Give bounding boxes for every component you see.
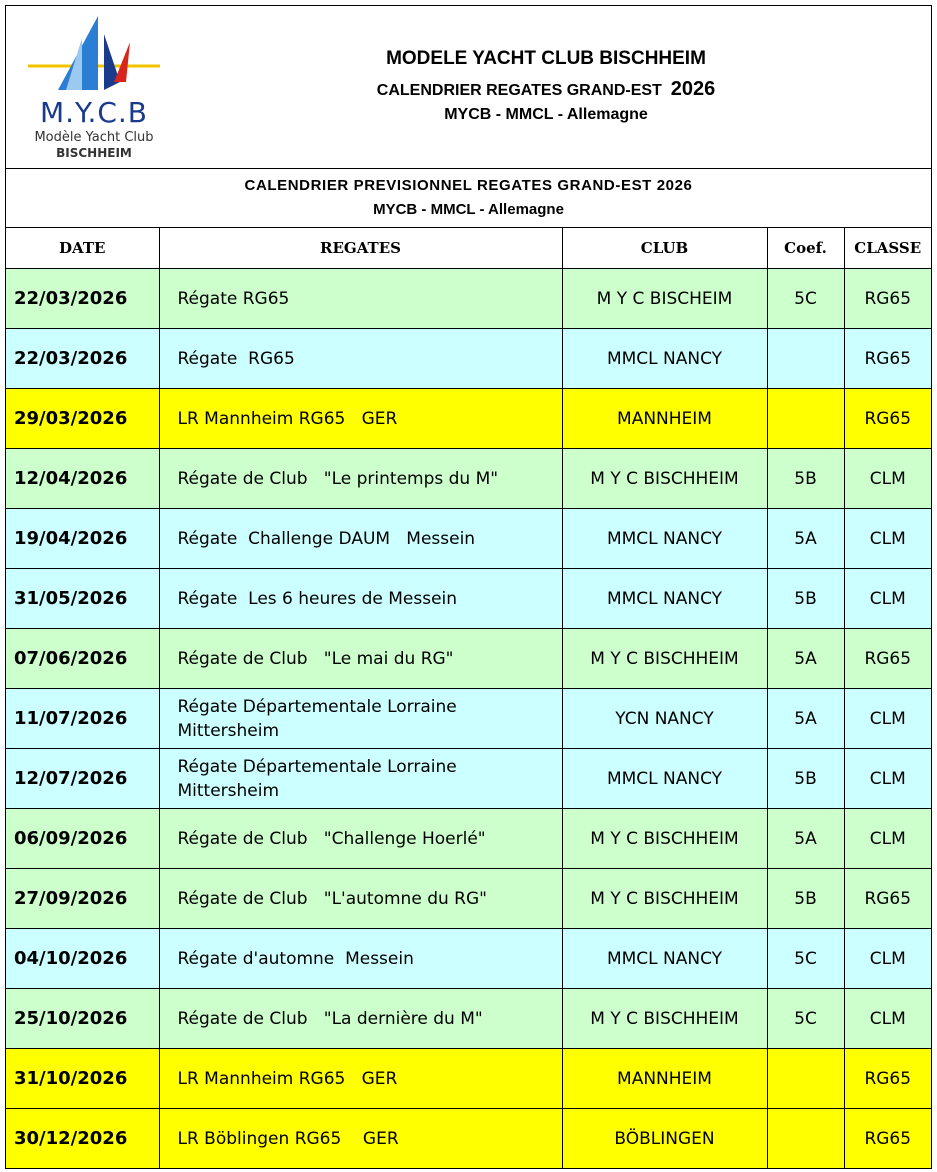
cell-classe: CLM (844, 509, 931, 569)
cell-date: 29/03/2026 (6, 389, 159, 449)
cell-regate: LR Böblingen RG65 GER (159, 1109, 562, 1169)
col-club: CLUB (562, 228, 767, 269)
cell-club: BÖBLINGEN (562, 1109, 767, 1169)
cell-coef: 5A (767, 689, 844, 749)
cell-classe: CLM (844, 929, 931, 989)
cell-club: M Y C BISCHHEIM (562, 989, 767, 1049)
cell-date: 11/07/2026 (6, 689, 159, 749)
table-row (6, 329, 931, 389)
cell-classe: RG65 (844, 1109, 931, 1169)
cell-regate: LR Mannheim RG65 GER (159, 1049, 562, 1109)
cell-date: 12/07/2026 (6, 749, 159, 809)
subtitle-text: CALENDRIER REGATES GRAND-EST (376, 82, 662, 99)
table-row (6, 869, 931, 929)
col-classe: CLASSE (844, 228, 931, 269)
table-row (6, 569, 931, 629)
cell-classe: RG65 (844, 389, 931, 449)
cell-date: 04/10/2026 (6, 929, 159, 989)
cell-club: MMCL NANCY (562, 509, 767, 569)
cell-coef: 5A (767, 629, 844, 689)
cell-club: M Y C BISCHEIM (562, 269, 767, 329)
cell-date: 31/10/2026 (6, 1049, 159, 1109)
table-row (6, 809, 931, 869)
cell-classe: CLM (844, 689, 931, 749)
cell-date: 31/05/2026 (6, 569, 159, 629)
table-row (6, 989, 931, 1049)
table-row (6, 689, 931, 749)
cell-classe: CLM (844, 809, 931, 869)
cell-club: MANNHEIM (562, 1049, 767, 1109)
cell-coef: 5C (767, 269, 844, 329)
logo-subtitle: Modèle Yacht Club (34, 130, 154, 145)
cell-date: 30/12/2026 (6, 1109, 159, 1169)
cell-club: M Y C BISCHHEIM (562, 809, 767, 869)
cell-coef (767, 389, 844, 449)
cell-date: 27/09/2026 (6, 869, 159, 929)
cell-club: MANNHEIM (562, 389, 767, 449)
regatta-table (6, 228, 931, 1169)
table-row (6, 509, 931, 569)
sailboat-icon (20, 12, 168, 98)
cell-regate: Régate RG65 (159, 329, 562, 389)
cell-coef (767, 329, 844, 389)
cell-coef: 5C (767, 989, 844, 1049)
cell-club: MMCL NANCY (562, 569, 767, 629)
cell-club: M Y C BISCHHEIM (562, 869, 767, 929)
cell-classe: RG65 (844, 329, 931, 389)
table-caption (6, 169, 931, 228)
table-row (6, 1109, 931, 1169)
cell-regate: Régate de Club "Challenge Hoerlé" (159, 809, 562, 869)
logo-city: BISCHHEIM (56, 146, 132, 160)
table-row (6, 269, 931, 329)
cell-classe: RG65 (844, 1049, 931, 1109)
cell-regate: Régate de Club "Le mai du RG" (159, 629, 562, 689)
cell-classe: CLM (844, 749, 931, 809)
page-clubs: MYCB - MMCL - Allemagne (444, 106, 648, 123)
cell-coef (767, 1049, 844, 1109)
cell-date: 25/10/2026 (6, 989, 159, 1049)
club-logo (20, 12, 168, 164)
cell-regate: Régate de Club "La dernière du M" (159, 989, 562, 1049)
cell-club: M Y C BISCHHEIM (562, 629, 767, 689)
cell-date: 07/06/2026 (6, 629, 159, 689)
cell-classe: RG65 (844, 629, 931, 689)
cell-regate: Régate d'automne Messein (159, 929, 562, 989)
cell-regate: Régate Départementale Lorraine Mittersheim (159, 689, 562, 749)
cell-coef: 5B (767, 869, 844, 929)
cell-classe: RG65 (844, 869, 931, 929)
cell-club: M Y C BISCHHEIM (562, 449, 767, 509)
subtitle-year: 2026 (670, 78, 716, 100)
cell-regate: Régate de Club "Le printemps du M" (159, 449, 562, 509)
cell-classe: RG65 (844, 269, 931, 329)
cell-coef: 5B (767, 569, 844, 629)
cell-regate: Régate de Club "L'automne du RG" (159, 869, 562, 929)
cell-date: 22/03/2026 (6, 329, 159, 389)
caption-line1: CALENDRIER PREVISIONNEL REGATES GRAND-EST 2026 (244, 177, 693, 194)
cell-date: 22/03/2026 (6, 269, 159, 329)
cell-club: MMCL NANCY (562, 929, 767, 989)
caption-line2: MYCB - MMCL - Allemagne (373, 201, 564, 218)
cell-date: 12/04/2026 (6, 449, 159, 509)
col-date: DATE (6, 228, 159, 269)
table-row (6, 389, 931, 449)
cell-club: YCN NANCY (562, 689, 767, 749)
cell-regate: Régate RG65 (159, 269, 562, 329)
table-row (6, 749, 931, 809)
cell-regate: LR Mannheim RG65 GER (159, 389, 562, 449)
calendar-sheet (5, 5, 932, 1169)
cell-date: 06/09/2026 (6, 809, 159, 869)
cell-classe: CLM (844, 569, 931, 629)
col-regates: REGATES (159, 228, 562, 269)
cell-coef (767, 1109, 844, 1169)
table-row (6, 1049, 931, 1109)
cell-regate: Régate Challenge DAUM Messein (159, 509, 562, 569)
cell-club: MMCL NANCY (562, 749, 767, 809)
cell-coef: 5A (767, 809, 844, 869)
table-header (6, 228, 931, 269)
cell-club: MMCL NANCY (562, 329, 767, 389)
logo-title: M.Y.C.B (39, 96, 149, 129)
cell-coef: 5A (767, 509, 844, 569)
cell-regate: Régate Départementale Lorraine Mittersheim (159, 749, 562, 809)
cell-coef: 5B (767, 449, 844, 509)
header (6, 6, 931, 169)
col-coef: Coef. (767, 228, 844, 269)
table-row (6, 929, 931, 989)
cell-regate: Régate Les 6 heures de Messein (159, 569, 562, 629)
page-title: MODELE YACHT CLUB BISCHHEIM (386, 48, 706, 69)
cell-classe: CLM (844, 449, 931, 509)
table-row (6, 629, 931, 689)
cell-classe: CLM (844, 989, 931, 1049)
cell-date: 19/04/2026 (6, 509, 159, 569)
page-subtitle (166, 78, 926, 101)
cell-coef: 5C (767, 929, 844, 989)
cell-coef: 5B (767, 749, 844, 809)
table-row (6, 449, 931, 509)
